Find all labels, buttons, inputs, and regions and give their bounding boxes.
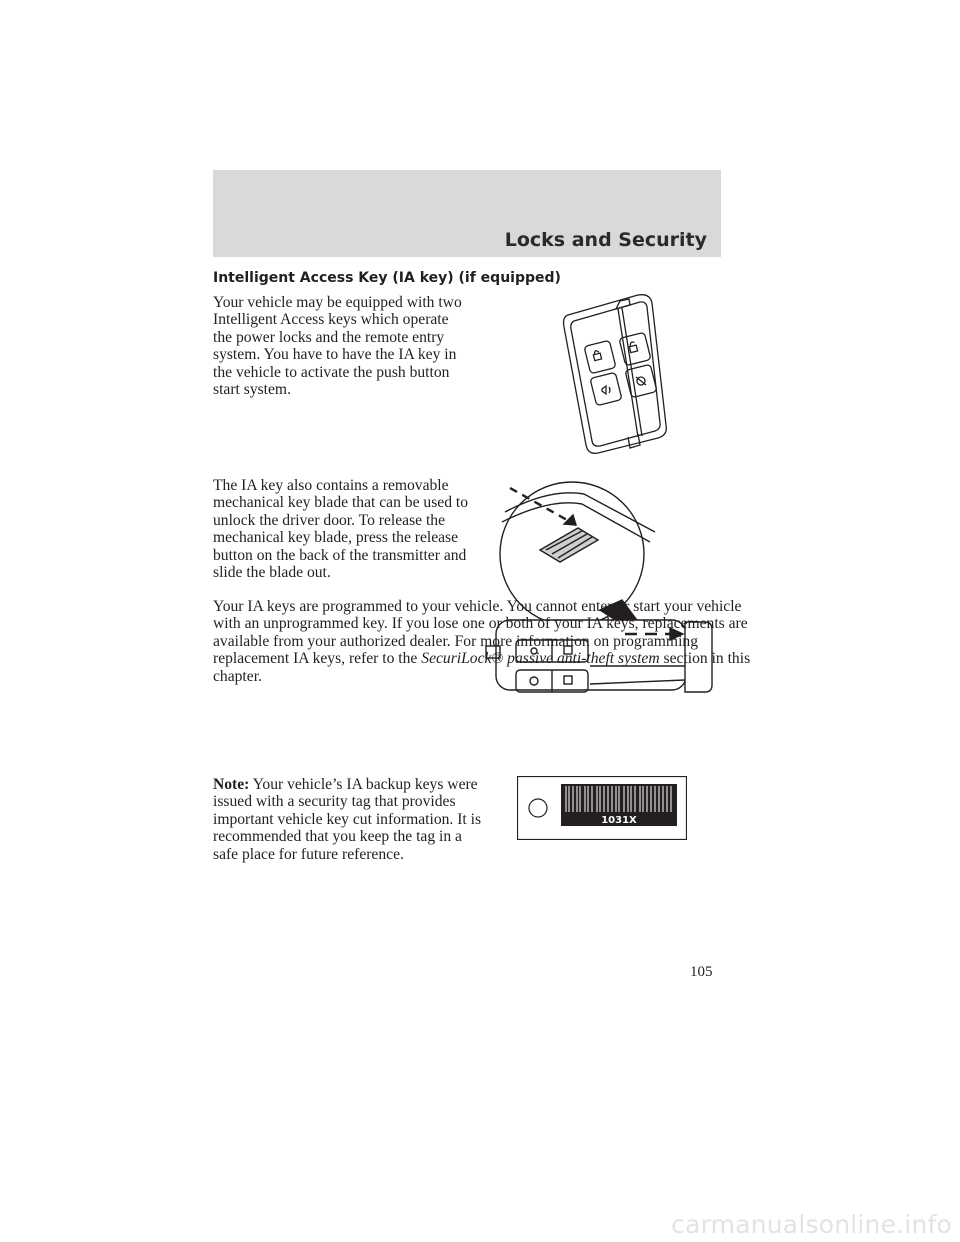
paragraph-programming	[213, 598, 753, 685]
page-number: 105	[690, 964, 713, 980]
paragraph-key-blade: The IA key also contains a removable mechanical key blade that can be used to unlock the driver door. To release the mechanical key blade, press the release button on the back of the transmitter and slide the blade out.	[213, 477, 469, 582]
securilock-reference: SecuriLock® passive anti-theft system	[421, 650, 660, 668]
note-text: Your vehicle’s IA backup keys were issued with a security tag that provides important vehicle key cut information. It is recommended that you keep the tag in a safe place for future reference.	[213, 776, 482, 863]
paragraph-ia-key-intro: Your vehicle may be equipped with two Intelligent Access keys which operate the power locks and the remote entry system. You have to have the IA key in the vehicle to activate the push button start system.	[213, 294, 462, 399]
ia-key-fob-illustration	[560, 293, 670, 458]
paragraph-note	[213, 776, 488, 863]
security-tag-code: 1031X	[601, 815, 637, 826]
watermark: carmanualsonline.info	[671, 1210, 952, 1239]
note-label: Note:	[213, 776, 250, 793]
section-header-band	[213, 170, 721, 257]
section-title: Locks and Security	[504, 229, 707, 251]
topic-heading: Intelligent Access Key (IA key) (if equipped)	[213, 270, 561, 286]
security-tag-illustration	[517, 776, 687, 840]
programming-text: Your IA keys are programmed to your vehicle. You cannot enter or start your vehicle with an unprogrammed key. If you lose one or both of your IA keys, replacements are available from your authorized dealer. For more information on programming replacement IA keys, refer to the	[213, 598, 748, 668]
programming-text-end: section in this chapter.	[213, 650, 751, 685]
